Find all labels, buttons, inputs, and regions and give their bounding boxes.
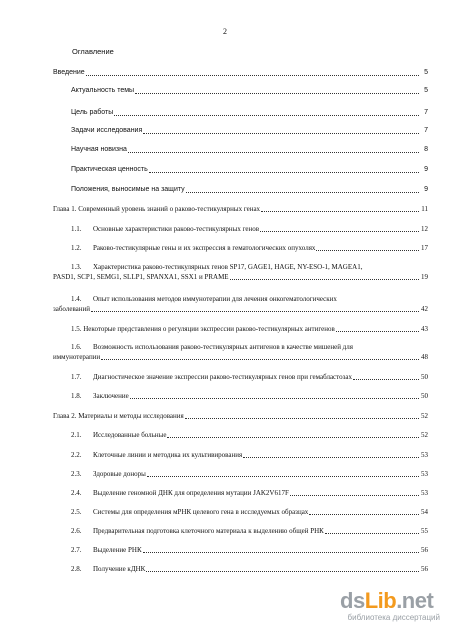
toc-entry-label: Исследованные больные (93, 431, 167, 439)
toc-entry-2-6[interactable] (71, 526, 428, 536)
toc-entry-page: 9 (424, 186, 428, 193)
section-number: 2.8. (71, 565, 82, 573)
toc-entry-label: Предварительная подготовка клеточного материала к выделению общей РНК (93, 527, 324, 535)
toc-entry-label: Практическая ценность (71, 166, 148, 173)
dot-leader (325, 532, 419, 534)
dot-leader (309, 513, 419, 515)
toc-entry-chapter-1[interactable] (53, 204, 428, 214)
toc-entry-label: Глава 2. Материалы и методы исследования (53, 412, 184, 420)
toc-entry-label: 1.5. Некоторые представления о регуляции экспрессии раково-тестикулярных антигенов (71, 325, 335, 333)
dot-leader (185, 417, 419, 419)
dot-leader (149, 171, 419, 173)
toc-entry-page: 19 (421, 273, 428, 281)
section-number: 1.3. (71, 263, 82, 271)
dot-leader (143, 132, 419, 134)
dot-leader (147, 475, 419, 477)
toc-entry-label: Задачи исследования (71, 127, 143, 134)
dot-leader (143, 551, 419, 553)
toc-entry-label: PASD1, SCP1, SEMG1, SLLP1, SPANXA1, SSX1 и PRAME (53, 273, 229, 281)
toc-entry-page: 52 (421, 431, 428, 439)
toc-entry-relevance[interactable] (71, 86, 428, 96)
toc-entry-page: 52 (421, 412, 428, 420)
toc-entry-page: 9 (424, 166, 428, 173)
watermark-net: .net (396, 588, 434, 613)
toc-entry-label: Клеточные линии и методика их культивирования (93, 451, 243, 459)
toc-entry-2-1[interactable] (71, 430, 428, 440)
dot-leader (353, 378, 419, 380)
dot-leader (101, 358, 419, 360)
section-number: 2.7. (71, 546, 82, 554)
toc-entry-page: 50 (421, 392, 428, 400)
toc-entry-novelty[interactable] (71, 145, 428, 155)
toc-entry-page: 53 (421, 489, 428, 497)
watermark-lib: Lib (364, 588, 397, 613)
toc-entry-tasks[interactable] (71, 126, 428, 136)
toc-entry-label: Заключение (93, 392, 129, 400)
toc-entry-label: Системы для определения мРНК целевого гена в исследуемых образцах (93, 508, 309, 516)
toc-entry-page: 43 (421, 325, 428, 333)
toc-entry-page: 7 (424, 127, 428, 134)
toc-entry-page: 53 (421, 470, 428, 478)
toc-entry-page: 54 (421, 508, 428, 516)
dot-leader (260, 230, 419, 232)
dot-leader (230, 278, 419, 280)
toc-entry-1-7[interactable] (71, 372, 428, 382)
toc-entry-page: 56 (421, 565, 428, 573)
watermark-subtitle: библиотека диссертаций (347, 613, 440, 622)
dot-leader (336, 330, 419, 332)
toc-entry-label: Раково-тестикулярные гены и их экспрессия в гематологических опухолях (93, 244, 316, 252)
watermark-logo (340, 590, 433, 612)
page-number: 2 (223, 27, 227, 36)
dot-leader (186, 191, 419, 193)
section-number: 2.6. (71, 527, 82, 535)
toc-entry-page: 42 (421, 305, 428, 313)
toc-entry-label: Глава 1. Современный уровень знаний о раково-тестикулярных генах (53, 205, 261, 213)
toc-entry-2-3[interactable] (71, 469, 428, 479)
dot-leader (261, 210, 419, 212)
section-number: 1.1. (71, 225, 82, 233)
toc-entry-page: 5 (424, 87, 428, 94)
toc-entry-page: 53 (421, 451, 428, 459)
section-number: 1.7. (71, 373, 82, 381)
toc-entry-2-8[interactable] (71, 564, 428, 574)
section-number: 1.8. (71, 392, 82, 400)
dot-leader (114, 114, 419, 116)
toc-entry-goal[interactable] (71, 108, 428, 118)
toc-entry-label: Положения, выносимые на защиту (71, 186, 185, 193)
watermark-ds: ds (340, 588, 365, 613)
dot-leader (290, 494, 419, 496)
toc-entry-label: иммунотерапии (53, 353, 101, 361)
dot-leader (86, 74, 419, 76)
toc-entry-label: Выделение РНК (93, 546, 142, 554)
toc-entry-1-1[interactable] (71, 224, 428, 234)
toc-entry-page: 56 (421, 546, 428, 554)
section-number: 2.4. (71, 489, 82, 497)
toc-entry-1-8[interactable] (71, 391, 428, 401)
toc-entry-label: Цель работы (71, 109, 114, 116)
toc-entry-page: 48 (421, 353, 428, 361)
toc-entry-introduction[interactable] (53, 68, 428, 78)
toc-entry-page: 8 (424, 146, 428, 153)
toc-entry-page: 5 (424, 69, 428, 76)
toc-title: Оглавление (72, 47, 114, 56)
toc-entry-label: Актуальность темы (71, 87, 135, 94)
dot-leader (316, 249, 419, 251)
section-number: 2.5. (71, 508, 82, 516)
dot-leader (243, 456, 419, 458)
toc-entry-label: Основные характеристики раково-тестикулярных генов (93, 225, 260, 233)
toc-entry-2-2[interactable] (71, 450, 428, 460)
toc-entry-page: 17 (421, 244, 428, 252)
section-number: 1.2. (71, 244, 82, 252)
toc-entry-label-line1: Характеристика раково-тестикулярных генов SP17, GAGE1, HAGE, NY-ESO-1, MAGEA1, (93, 263, 363, 271)
section-number: 2.2. (71, 451, 82, 459)
toc-entry-1-5[interactable] (71, 324, 428, 334)
toc-entry-label: Выделение геномной ДНК для определения мутации JAK2V617F (93, 489, 289, 497)
toc-entry-2-7[interactable] (71, 545, 428, 555)
toc-entry-label-line1: Возможность использования раково-тестикулярных антигенов в качестве мишеней для (93, 343, 353, 351)
toc-entry-label-line1: Опыт использования методов иммунотерапии для лечения онкогематологических (93, 295, 337, 303)
toc-entry-1-3[interactable] (53, 262, 428, 282)
toc-entry-label: заболеваний (53, 305, 90, 313)
toc-entry-1-6[interactable] (53, 342, 428, 362)
dot-leader (128, 151, 419, 153)
section-number: 2.1. (71, 431, 82, 439)
toc-entry-page: 50 (421, 373, 428, 381)
toc-entry-practical-value[interactable] (71, 165, 428, 175)
dot-leader (130, 397, 419, 399)
toc-entry-2-5[interactable] (71, 507, 428, 517)
toc-entry-page: 12 (421, 225, 428, 233)
toc-entry-chapter-2[interactable] (53, 411, 428, 421)
toc-entry-page: 11 (421, 205, 428, 213)
toc-entry-1-2[interactable] (71, 243, 428, 253)
dot-leader (146, 570, 419, 572)
toc-entry-label: Диагностическое значение экспрессии раково-тестикулярных генов при гемабластозах (93, 373, 352, 381)
toc-entry-label: Получение кДНК (93, 565, 146, 573)
section-number: 1.6. (71, 343, 82, 351)
toc-entry-page: 55 (421, 527, 428, 535)
dot-leader (91, 310, 419, 312)
toc-entry-label: Научная новизна (71, 146, 127, 153)
toc-entry-page: 7 (424, 109, 428, 116)
toc-entry-label: Введение (53, 69, 85, 76)
dslib-watermark (340, 590, 440, 626)
toc-entry-defense-statements[interactable] (71, 185, 428, 195)
toc-entry-2-4[interactable] (71, 488, 428, 498)
toc-entry-1-4[interactable] (53, 294, 428, 314)
section-number: 2.3. (71, 470, 82, 478)
dot-leader (135, 92, 419, 94)
toc-entry-label: Здоровые доноры (93, 470, 146, 478)
dot-leader (167, 436, 419, 438)
section-number: 1.4. (71, 295, 82, 303)
